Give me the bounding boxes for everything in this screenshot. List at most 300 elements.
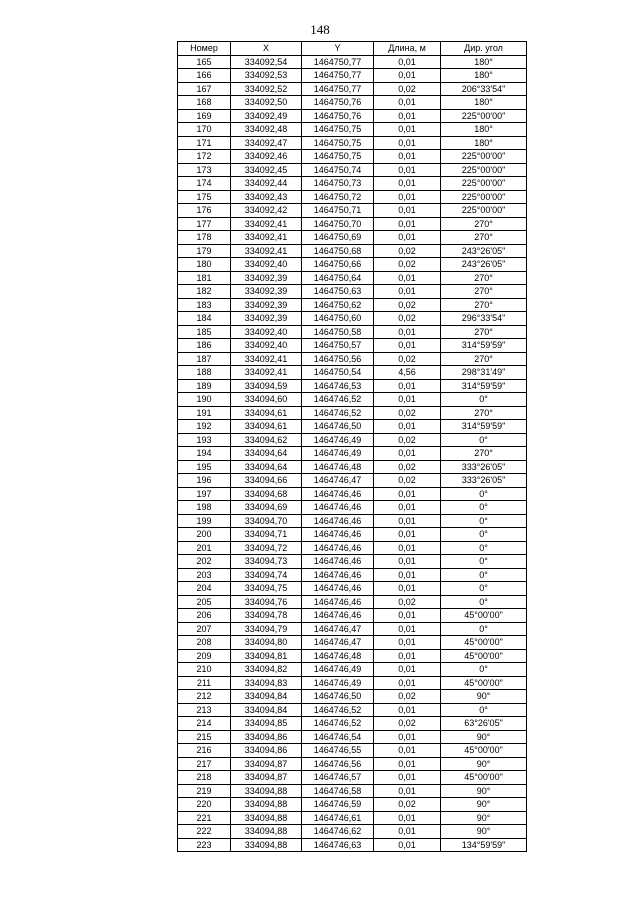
cell-x: 334094,75 (231, 582, 302, 596)
cell-length: 0,02 (374, 312, 441, 326)
cell-x: 334094,72 (231, 541, 302, 555)
cell-y: 1464746,59 (302, 798, 374, 812)
cell-bearing: 225°00'00" (441, 190, 527, 204)
cell-number: 215 (178, 730, 231, 744)
table-row (178, 717, 527, 731)
cell-bearing: 225°00'00" (441, 150, 527, 164)
cell-bearing: 63°26'05" (441, 717, 527, 731)
cell-bearing: 270° (441, 406, 527, 420)
cell-x: 334092,40 (231, 339, 302, 353)
cell-y: 1464750,70 (302, 217, 374, 231)
cell-length: 0,01 (374, 501, 441, 515)
cell-y: 1464750,75 (302, 136, 374, 150)
cell-y: 1464746,49 (302, 447, 374, 461)
cell-bearing: 90° (441, 690, 527, 704)
cell-bearing: 206°33'54" (441, 82, 527, 96)
cell-x: 334094,87 (231, 757, 302, 771)
cell-length: 0,01 (374, 177, 441, 191)
cell-length: 0,01 (374, 757, 441, 771)
cell-y: 1464750,60 (302, 312, 374, 326)
cell-x: 334094,79 (231, 622, 302, 636)
table-row (178, 649, 527, 663)
cell-bearing: 180° (441, 69, 527, 83)
cell-bearing: 270° (441, 271, 527, 285)
table-row (178, 433, 527, 447)
cell-number: 188 (178, 366, 231, 380)
cell-y: 1464750,73 (302, 177, 374, 191)
cell-bearing: 90° (441, 811, 527, 825)
cell-x: 334092,41 (231, 352, 302, 366)
header-row (178, 42, 527, 56)
cell-y: 1464746,62 (302, 825, 374, 839)
cell-length: 0,01 (374, 109, 441, 123)
table-row (178, 123, 527, 137)
header-number: Номер (178, 42, 231, 56)
cell-length: 0,02 (374, 460, 441, 474)
cell-y: 1464750,62 (302, 298, 374, 312)
cell-x: 334094,61 (231, 406, 302, 420)
cell-y: 1464746,46 (302, 595, 374, 609)
cell-x: 334094,62 (231, 433, 302, 447)
table-row (178, 501, 527, 515)
cell-y: 1464746,47 (302, 622, 374, 636)
cell-bearing: 270° (441, 447, 527, 461)
table-row (178, 177, 527, 191)
table-row (178, 231, 527, 245)
cell-y: 1464746,46 (302, 568, 374, 582)
table-row (178, 541, 527, 555)
cell-number: 198 (178, 501, 231, 515)
cell-number: 173 (178, 163, 231, 177)
cell-x: 334092,45 (231, 163, 302, 177)
cell-length: 0,01 (374, 730, 441, 744)
table-body (178, 55, 527, 852)
cell-y: 1464746,58 (302, 784, 374, 798)
cell-length: 0,02 (374, 798, 441, 812)
cell-x: 334092,47 (231, 136, 302, 150)
cell-x: 334094,83 (231, 676, 302, 690)
cell-x: 334092,44 (231, 177, 302, 191)
cell-number: 199 (178, 514, 231, 528)
cell-bearing: 270° (441, 298, 527, 312)
cell-bearing: 225°00'00" (441, 109, 527, 123)
cell-bearing: 0° (441, 663, 527, 677)
cell-length: 0,01 (374, 609, 441, 623)
cell-length: 0,01 (374, 123, 441, 137)
cell-bearing: 0° (441, 433, 527, 447)
cell-number: 197 (178, 487, 231, 501)
cell-length: 0,01 (374, 487, 441, 501)
cell-y: 1464750,66 (302, 258, 374, 272)
cell-length: 0,01 (374, 217, 441, 231)
cell-number: 190 (178, 393, 231, 407)
cell-y: 1464746,46 (302, 541, 374, 555)
cell-x: 334094,73 (231, 555, 302, 569)
cell-number: 209 (178, 649, 231, 663)
cell-x: 334094,85 (231, 717, 302, 731)
table-row (178, 690, 527, 704)
cell-x: 334092,48 (231, 123, 302, 137)
cell-y: 1464746,47 (302, 474, 374, 488)
cell-length: 0,01 (374, 528, 441, 542)
cell-number: 168 (178, 96, 231, 110)
cell-y: 1464746,46 (302, 514, 374, 528)
cell-x: 334092,41 (231, 231, 302, 245)
cell-x: 334094,88 (231, 798, 302, 812)
cell-x: 334094,88 (231, 825, 302, 839)
cell-length: 0,01 (374, 771, 441, 785)
table-row (178, 406, 527, 420)
cell-bearing: 270° (441, 352, 527, 366)
cell-x: 334094,59 (231, 379, 302, 393)
cell-y: 1464750,57 (302, 339, 374, 353)
cell-bearing: 314°59'59" (441, 339, 527, 353)
cell-bearing: 296°33'54" (441, 312, 527, 326)
table-row (178, 244, 527, 258)
cell-bearing: 0° (441, 487, 527, 501)
cell-length: 0,02 (374, 433, 441, 447)
cell-bearing: 90° (441, 730, 527, 744)
cell-length: 4,56 (374, 366, 441, 380)
table-row (178, 96, 527, 110)
cell-length: 0,01 (374, 285, 441, 299)
cell-bearing: 0° (441, 514, 527, 528)
cell-number: 206 (178, 609, 231, 623)
cell-x: 334092,53 (231, 69, 302, 83)
cell-y: 1464750,68 (302, 244, 374, 258)
cell-bearing: 243°26'05" (441, 258, 527, 272)
table-row (178, 298, 527, 312)
cell-x: 334092,42 (231, 204, 302, 218)
table-row (178, 555, 527, 569)
cell-length: 0,01 (374, 190, 441, 204)
cell-number: 222 (178, 825, 231, 839)
table-row (178, 528, 527, 542)
cell-number: 177 (178, 217, 231, 231)
table-row (178, 730, 527, 744)
cell-x: 334094,84 (231, 703, 302, 717)
cell-number: 172 (178, 150, 231, 164)
table-row (178, 447, 527, 461)
table-header (178, 42, 527, 56)
cell-number: 165 (178, 55, 231, 69)
cell-bearing: 270° (441, 325, 527, 339)
cell-x: 334094,60 (231, 393, 302, 407)
cell-bearing: 225°00'00" (441, 163, 527, 177)
cell-number: 205 (178, 595, 231, 609)
table-row (178, 582, 527, 596)
table-row (178, 271, 527, 285)
cell-y: 1464750,69 (302, 231, 374, 245)
cell-length: 0,01 (374, 96, 441, 110)
table-row (178, 150, 527, 164)
cell-y: 1464750,71 (302, 204, 374, 218)
cell-y: 1464750,54 (302, 366, 374, 380)
table-row (178, 825, 527, 839)
cell-length: 0,01 (374, 339, 441, 353)
header-bearing: Дир. угол (441, 42, 527, 56)
cell-x: 334094,88 (231, 838, 302, 852)
cell-bearing: 270° (441, 231, 527, 245)
cell-x: 334092,41 (231, 244, 302, 258)
cell-length: 0,01 (374, 447, 441, 461)
cell-number: 210 (178, 663, 231, 677)
cell-number: 186 (178, 339, 231, 353)
cell-length: 0,02 (374, 244, 441, 258)
cell-bearing: 0° (441, 582, 527, 596)
cell-number: 202 (178, 555, 231, 569)
cell-y: 1464746,52 (302, 406, 374, 420)
cell-x: 334094,69 (231, 501, 302, 515)
cell-number: 171 (178, 136, 231, 150)
cell-length: 0,02 (374, 298, 441, 312)
header-x: X (231, 42, 302, 56)
cell-y: 1464746,55 (302, 744, 374, 758)
cell-length: 0,01 (374, 325, 441, 339)
cell-length: 0,02 (374, 690, 441, 704)
table-row (178, 487, 527, 501)
cell-bearing: 243°26'05" (441, 244, 527, 258)
table-row (178, 366, 527, 380)
cell-number: 167 (178, 82, 231, 96)
cell-number: 182 (178, 285, 231, 299)
cell-x: 334092,50 (231, 96, 302, 110)
cell-y: 1464746,46 (302, 609, 374, 623)
cell-length: 0,01 (374, 136, 441, 150)
table-row (178, 163, 527, 177)
cell-bearing: 180° (441, 55, 527, 69)
cell-bearing: 0° (441, 541, 527, 555)
cell-y: 1464746,61 (302, 811, 374, 825)
table-row (178, 595, 527, 609)
cell-length: 0,02 (374, 82, 441, 96)
cell-length: 0,01 (374, 541, 441, 555)
cell-x: 334094,80 (231, 636, 302, 650)
cell-bearing: 0° (441, 568, 527, 582)
cell-bearing: 180° (441, 123, 527, 137)
table-row (178, 811, 527, 825)
table-row (178, 82, 527, 96)
cell-bearing: 45°00'00" (441, 676, 527, 690)
cell-x: 334092,52 (231, 82, 302, 96)
cell-bearing: 134°59'59" (441, 838, 527, 852)
cell-y: 1464746,56 (302, 757, 374, 771)
cell-bearing: 225°00'00" (441, 177, 527, 191)
cell-bearing: 0° (441, 703, 527, 717)
cell-x: 334092,54 (231, 55, 302, 69)
cell-y: 1464746,48 (302, 649, 374, 663)
cell-y: 1464750,75 (302, 150, 374, 164)
cell-number: 211 (178, 676, 231, 690)
table-row (178, 744, 527, 758)
cell-x: 334092,41 (231, 366, 302, 380)
cell-number: 196 (178, 474, 231, 488)
cell-bearing: 45°00'00" (441, 636, 527, 650)
cell-length: 0,01 (374, 663, 441, 677)
cell-number: 191 (178, 406, 231, 420)
cell-y: 1464750,76 (302, 96, 374, 110)
table-row (178, 771, 527, 785)
cell-x: 334092,46 (231, 150, 302, 164)
cell-length: 0,01 (374, 744, 441, 758)
cell-y: 1464746,53 (302, 379, 374, 393)
cell-length: 0,01 (374, 568, 441, 582)
cell-y: 1464750,77 (302, 69, 374, 83)
cell-number: 218 (178, 771, 231, 785)
cell-number: 174 (178, 177, 231, 191)
table-row (178, 339, 527, 353)
cell-bearing: 0° (441, 595, 527, 609)
cell-y: 1464746,52 (302, 703, 374, 717)
cell-length: 0,02 (374, 717, 441, 731)
table-row (178, 703, 527, 717)
cell-length: 0,02 (374, 595, 441, 609)
cell-number: 204 (178, 582, 231, 596)
cell-length: 0,01 (374, 379, 441, 393)
cell-x: 334092,39 (231, 312, 302, 326)
cell-y: 1464750,77 (302, 55, 374, 69)
cell-bearing: 45°00'00" (441, 771, 527, 785)
coordinates-table (177, 41, 527, 852)
cell-bearing: 270° (441, 285, 527, 299)
cell-bearing: 45°00'00" (441, 744, 527, 758)
cell-x: 334094,70 (231, 514, 302, 528)
cell-x: 334092,49 (231, 109, 302, 123)
table-row (178, 217, 527, 231)
cell-x: 334094,64 (231, 447, 302, 461)
cell-length: 0,01 (374, 231, 441, 245)
cell-x: 334094,74 (231, 568, 302, 582)
cell-length: 0,01 (374, 703, 441, 717)
cell-number: 179 (178, 244, 231, 258)
cell-length: 0,02 (374, 258, 441, 272)
cell-y: 1464746,46 (302, 487, 374, 501)
cell-x: 334094,78 (231, 609, 302, 623)
header-y: Y (302, 42, 374, 56)
cell-y: 1464750,64 (302, 271, 374, 285)
cell-y: 1464746,63 (302, 838, 374, 852)
cell-length: 0,01 (374, 582, 441, 596)
cell-bearing: 180° (441, 136, 527, 150)
table-row (178, 798, 527, 812)
cell-x: 334094,61 (231, 420, 302, 434)
cell-y: 1464746,54 (302, 730, 374, 744)
table-row (178, 676, 527, 690)
cell-bearing: 298°31'49" (441, 366, 527, 380)
cell-number: 169 (178, 109, 231, 123)
table-row (178, 190, 527, 204)
cell-y: 1464750,63 (302, 285, 374, 299)
table-row (178, 636, 527, 650)
cell-y: 1464750,72 (302, 190, 374, 204)
cell-number: 219 (178, 784, 231, 798)
table-row (178, 460, 527, 474)
table-row (178, 757, 527, 771)
cell-length: 0,01 (374, 55, 441, 69)
cell-bearing: 0° (441, 528, 527, 542)
cell-number: 217 (178, 757, 231, 771)
table-row (178, 514, 527, 528)
cell-bearing: 0° (441, 501, 527, 515)
cell-number: 189 (178, 379, 231, 393)
table-row (178, 379, 527, 393)
cell-x: 334092,39 (231, 285, 302, 299)
cell-bearing: 45°00'00" (441, 649, 527, 663)
table-row (178, 204, 527, 218)
table-row (178, 622, 527, 636)
cell-bearing: 90° (441, 757, 527, 771)
cell-number: 208 (178, 636, 231, 650)
table-row (178, 109, 527, 123)
cell-x: 334092,43 (231, 190, 302, 204)
cell-number: 194 (178, 447, 231, 461)
cell-bearing: 90° (441, 784, 527, 798)
cell-y: 1464750,56 (302, 352, 374, 366)
cell-number: 212 (178, 690, 231, 704)
table-row (178, 609, 527, 623)
cell-number: 166 (178, 69, 231, 83)
table-row (178, 393, 527, 407)
cell-bearing: 333°26'05" (441, 474, 527, 488)
cell-length: 0,01 (374, 811, 441, 825)
cell-bearing: 314°59'59" (441, 379, 527, 393)
table-row (178, 69, 527, 83)
cell-number: 176 (178, 204, 231, 218)
cell-bearing: 90° (441, 798, 527, 812)
cell-x: 334092,40 (231, 258, 302, 272)
cell-x: 334094,84 (231, 690, 302, 704)
cell-bearing: 180° (441, 96, 527, 110)
cell-x: 334092,39 (231, 271, 302, 285)
cell-bearing: 270° (441, 217, 527, 231)
cell-number: 214 (178, 717, 231, 731)
cell-x: 334094,88 (231, 811, 302, 825)
cell-length: 0,01 (374, 676, 441, 690)
table-row (178, 258, 527, 272)
cell-bearing: 314°59'59" (441, 420, 527, 434)
cell-number: 195 (178, 460, 231, 474)
cell-length: 0,01 (374, 636, 441, 650)
cell-length: 0,01 (374, 514, 441, 528)
cell-length: 0,02 (374, 406, 441, 420)
cell-number: 213 (178, 703, 231, 717)
cell-y: 1464750,75 (302, 123, 374, 137)
cell-bearing: 90° (441, 825, 527, 839)
cell-length: 0,01 (374, 555, 441, 569)
cell-bearing: 0° (441, 622, 527, 636)
cell-number: 183 (178, 298, 231, 312)
cell-x: 334094,82 (231, 663, 302, 677)
table-row (178, 838, 527, 852)
cell-number: 193 (178, 433, 231, 447)
table-row (178, 568, 527, 582)
cell-number: 223 (178, 838, 231, 852)
cell-y: 1464746,46 (302, 528, 374, 542)
cell-length: 0,01 (374, 69, 441, 83)
cell-y: 1464746,46 (302, 582, 374, 596)
table-row (178, 663, 527, 677)
cell-y: 1464746,49 (302, 433, 374, 447)
cell-length: 0,01 (374, 784, 441, 798)
cell-bearing: 225°00'00" (441, 204, 527, 218)
cell-y: 1464746,49 (302, 663, 374, 677)
cell-number: 201 (178, 541, 231, 555)
cell-y: 1464746,48 (302, 460, 374, 474)
cell-x: 334094,64 (231, 460, 302, 474)
cell-x: 334094,87 (231, 771, 302, 785)
cell-x: 334094,86 (231, 730, 302, 744)
cell-y: 1464746,52 (302, 393, 374, 407)
